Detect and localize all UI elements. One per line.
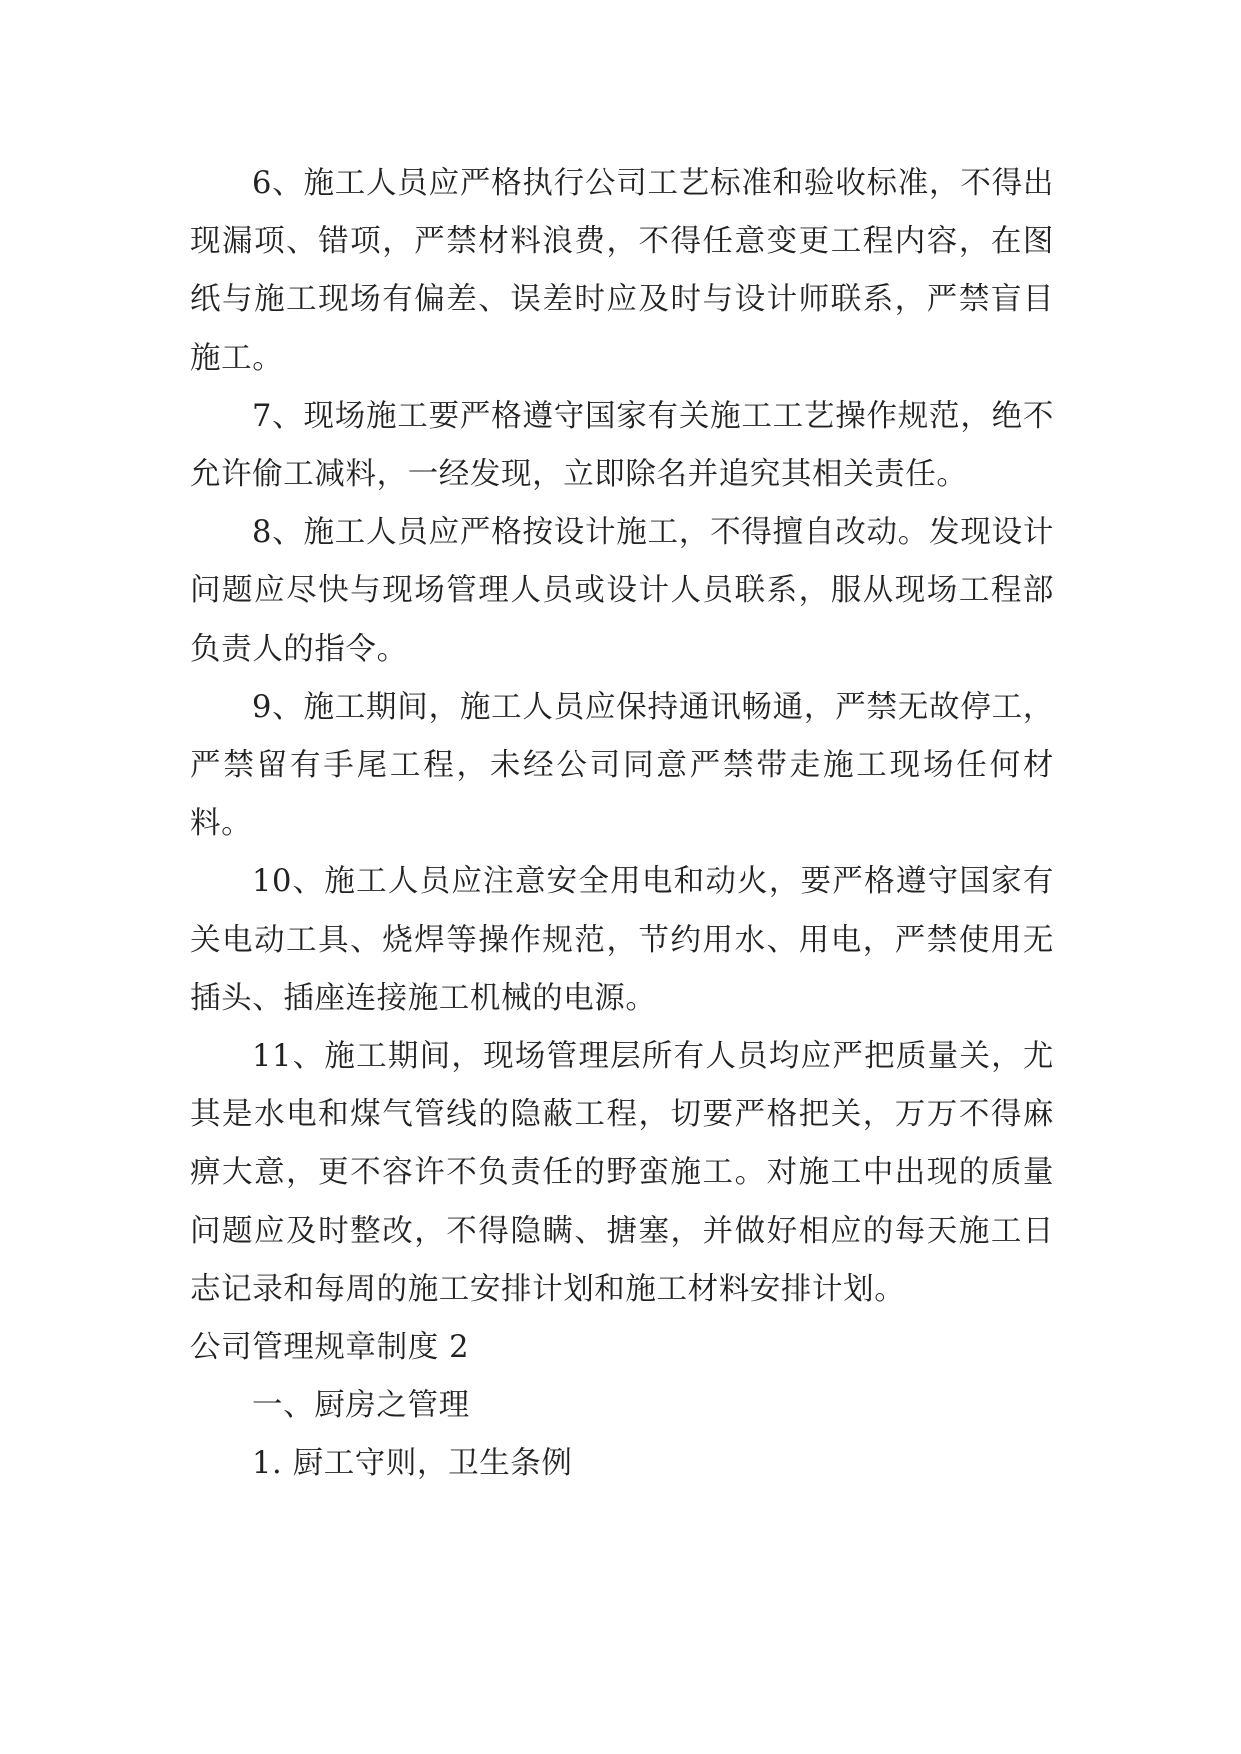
paragraph-7: 7、现场施工要严格遵守国家有关施工工艺操作规范，绝不允许偷工减料，一经发现，立即除名并追究其相关责任。 [190, 398, 1054, 493]
subsection-heading: 一、厨房之管理 [252, 1388, 470, 1424]
paragraph-10: 10、施工人员应注意安全用电和动火，要严格遵守国家有关电动工具、烧焊等操作规范，节约用水、用电，严禁使用无插头、插座连接施工机械的电源。 [190, 864, 1054, 1016]
section-title: 公司管理规章制度 2 [190, 1330, 470, 1366]
paragraph-9: 9、施工期间，施工人员应保持通讯畅通，严禁无故停工，严禁留有手尾工程，未经公司同意严禁带走施工现场任何材料。 [190, 689, 1054, 842]
paragraph-11: 11、施工期间，现场管理层所有人员均应严把质量关，尤其是水电和煤气管线的隐蔽工程，切要严格把关，万万不得麻痹大意，更不容许不负责任的野蛮施工。对施工中出现的质量问题应及时整改，不得隐瞒、搪塞，并做好相应的每天施工日志记录和每周的施工安排计划和施工材料安排计划。 [190, 1039, 1054, 1307]
paragraph-6: 6、施工人员应严格执行公司工艺标准和验收标准，不得出现漏项、错项，严禁材料浪费，不得任意变更工程内容，在图纸与施工现场有偏差、误差时应及时与设计师联系，严禁盲目施工。 [190, 166, 1054, 376]
paragraph-8: 8、施工人员应严格按设计施工，不得擅自改动。发现设计问题应尽快与现场管理人员或设计人员联系，服从现场工程部负责人的指令。 [190, 515, 1054, 667]
document-body [190, 155, 1054, 1494]
list-item-heading: 1. 厨工守则，卫生条例 [252, 1446, 573, 1482]
